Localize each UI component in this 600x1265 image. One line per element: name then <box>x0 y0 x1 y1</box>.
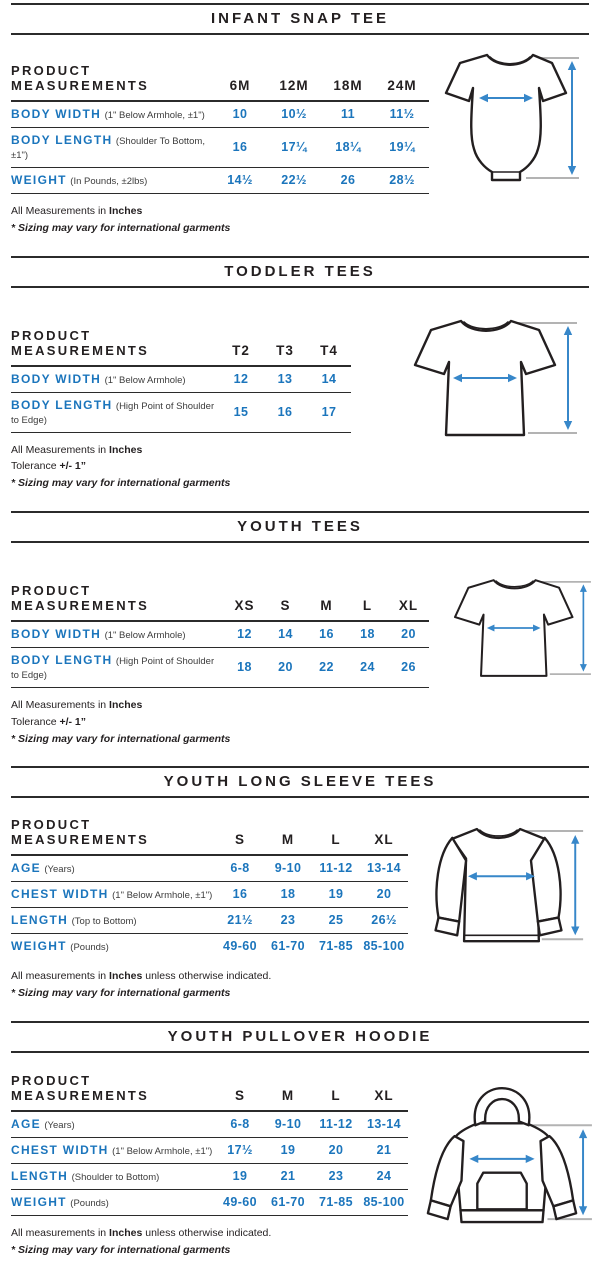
table-row <box>11 621 429 648</box>
column-header: PRODUCT MEASUREMENTS <box>11 327 150 358</box>
section-youth-long-sleeve-tees <box>11 766 589 1002</box>
column-header: T3 <box>276 342 294 358</box>
measurement-unit-note: All measurements in Inches unless otherwise indicated. <box>11 970 272 983</box>
section-title-bar <box>11 1021 589 1053</box>
row-label: CHEST WIDTH <box>11 1142 109 1157</box>
table-row <box>11 1137 408 1163</box>
table-row <box>11 366 351 393</box>
column-header: 24M <box>387 78 417 93</box>
size-table <box>11 57 429 194</box>
row-note: (High Point of Shoulder to Edge) <box>11 400 215 426</box>
column-header: PRODUCT MEASUREMENTS <box>11 582 150 613</box>
cell-value: 24 <box>360 659 375 674</box>
row-label: BODY LENGTH <box>11 397 113 412</box>
row-label: WEIGHT <box>11 173 67 187</box>
body-outline <box>452 829 544 941</box>
cell-value: 26½ <box>371 913 397 928</box>
cell-value: 11½ <box>389 107 415 121</box>
cell-value: 85-100 <box>363 1194 405 1209</box>
cell-value: 16 <box>232 887 248 902</box>
sizing-disclaimer: * Sizing may vary for international garments <box>11 732 231 745</box>
section-youth-pullover-hoodie <box>11 1021 589 1259</box>
cell-value: 28½ <box>389 173 415 187</box>
cell-value: 18 <box>280 887 296 902</box>
table-row <box>11 882 408 908</box>
row-note: (Pounds) <box>70 1197 109 1209</box>
cell-value: 16 <box>277 404 293 419</box>
hem-band <box>461 1210 544 1222</box>
cell-value: 20 <box>376 887 392 902</box>
cell-value: 17½ <box>227 1142 253 1157</box>
cell-value: 19¼ <box>389 140 415 154</box>
section-title: INFANT SNAP TEE <box>210 10 390 27</box>
cell-value: 9-10 <box>274 1116 302 1131</box>
measurement-unit-note: All Measurements in Inches <box>11 205 143 217</box>
table-row <box>11 647 429 687</box>
column-header: M <box>281 1087 295 1103</box>
row-note: (Pounds) <box>70 942 109 954</box>
hood-outline <box>475 1088 530 1125</box>
cell-value: 26 <box>340 173 356 187</box>
section-title-bar <box>11 511 589 543</box>
row-note: (1" Below Armhole) <box>104 374 186 386</box>
row-note: (1" Below Armhole, ±1") <box>112 1145 213 1157</box>
cell-value: 6-8 <box>230 861 250 876</box>
sizing-disclaimer: * Sizing may vary for international garments <box>11 477 231 490</box>
column-header: PRODUCT MEASUREMENTS <box>11 63 150 93</box>
column-header: S <box>234 832 245 848</box>
table-row <box>11 908 408 934</box>
row-label: BODY WIDTH <box>11 107 102 121</box>
size-table <box>11 1067 408 1216</box>
cell-value: 13-14 <box>367 1116 401 1131</box>
table-header-row <box>11 1067 408 1111</box>
cell-value: 16 <box>232 140 248 154</box>
cell-value: 14½ <box>227 173 253 187</box>
column-header: T4 <box>320 342 338 358</box>
tolerance-note: Tolerance +/- 1” <box>11 460 87 473</box>
column-header: XL <box>374 1087 394 1103</box>
column-header: XS <box>234 597 255 613</box>
column-header: L <box>331 832 341 848</box>
row-note: (In Pounds, ±2lbs) <box>70 176 148 187</box>
long-sleeve-tee-illustration <box>408 813 590 973</box>
table-row <box>11 128 429 168</box>
section-title-bar <box>11 3 589 35</box>
table-header-row <box>11 577 429 621</box>
cell-value: 6-8 <box>230 1116 250 1131</box>
row-note: (1" Below Armhole) <box>104 629 186 641</box>
row-label: BODY LENGTH <box>11 133 113 147</box>
cell-value: 61-70 <box>271 939 305 954</box>
size-table <box>11 811 408 959</box>
row-note: (Years) <box>44 1119 75 1131</box>
row-label: WEIGHT <box>11 1194 67 1209</box>
cell-value: 11-12 <box>319 1116 353 1131</box>
cell-value: 21 <box>376 1142 392 1157</box>
cell-value: 21 <box>280 1168 296 1183</box>
table-row <box>11 855 408 882</box>
length-arrow <box>579 1129 587 1215</box>
column-header: M <box>281 832 295 848</box>
cell-value: 11-12 <box>319 861 353 876</box>
length-arrow <box>571 835 579 935</box>
cell-value: 21½ <box>227 913 253 928</box>
row-label: BODY WIDTH <box>11 626 102 641</box>
row-label: AGE <box>11 1116 41 1131</box>
onesie-outline <box>446 55 566 180</box>
tee-illustration <box>384 308 589 448</box>
cell-value: 18 <box>237 659 252 674</box>
body-length-arrow <box>580 584 587 671</box>
row-note: (High Point of Shoulder to Edge) <box>11 655 215 681</box>
right-cuff <box>538 918 562 936</box>
cell-value: 19 <box>280 1142 296 1157</box>
row-note: (Years) <box>44 864 75 876</box>
cell-value: 13-14 <box>367 861 401 876</box>
section-toddler-tees <box>11 256 589 492</box>
cell-value: 15 <box>233 404 249 419</box>
sizing-disclaimer: * Sizing may vary for international garments <box>11 221 231 234</box>
row-label: LENGTH <box>11 913 69 928</box>
cell-value: 14 <box>278 626 293 641</box>
footnotes <box>11 968 408 1002</box>
column-header: XL <box>398 597 419 613</box>
cell-value: 22 <box>319 659 334 674</box>
cell-value: 12 <box>233 371 249 386</box>
tee-illustration <box>429 569 600 687</box>
row-label: LENGTH <box>11 1168 69 1183</box>
cell-value: 19 <box>328 887 344 902</box>
cell-value: 23 <box>328 1168 344 1183</box>
table-row <box>11 168 429 194</box>
cell-value: 24 <box>376 1168 392 1183</box>
column-header: S <box>280 597 291 613</box>
pullover-hoodie-illustration <box>408 1064 598 1232</box>
measurement-unit-note: All Measurements in Inches <box>11 698 143 711</box>
section-title: YOUTH TEES <box>237 517 363 535</box>
cell-value: 20 <box>401 626 416 641</box>
infant-onesie-illustration <box>433 41 585 191</box>
row-label: AGE <box>11 861 41 876</box>
table-header-row <box>11 811 408 855</box>
cell-value: 22½ <box>281 173 307 187</box>
section-infant-snap-tee <box>11 3 589 237</box>
cell-value: 17¼ <box>281 140 307 154</box>
cell-value: 71-85 <box>319 939 353 954</box>
size-table <box>11 577 429 688</box>
footnotes <box>11 697 429 747</box>
tolerance-note: Tolerance +/- 1” <box>11 715 87 728</box>
cell-value: 18 <box>360 626 375 641</box>
footnotes <box>11 203 429 237</box>
section-title: YOUTH PULLOVER HOODIE <box>167 1027 433 1045</box>
cell-value: 23 <box>280 913 296 928</box>
section-title-bar <box>11 256 589 288</box>
row-note: (Shoulder To Bottom, ±1") <box>11 136 205 161</box>
cell-value: 85-100 <box>363 939 405 954</box>
cell-value: 18¼ <box>335 140 361 154</box>
cell-value: 9-10 <box>274 861 302 876</box>
table-row <box>11 934 408 960</box>
cell-value: 19 <box>232 1168 248 1183</box>
table-header-row <box>11 322 351 366</box>
footnotes <box>11 1225 408 1259</box>
row-label: CHEST WIDTH <box>11 887 109 902</box>
row-note: (1" Below Armhole, ±1") <box>104 110 205 121</box>
cell-value: 20 <box>278 659 293 674</box>
column-header: S <box>234 1087 245 1103</box>
table-row <box>11 1163 408 1189</box>
cell-value: 10½ <box>281 107 307 121</box>
cell-value: 61-70 <box>271 1194 305 1209</box>
body-length-arrow <box>568 61 576 175</box>
section-title: TODDLER TEES <box>224 262 376 280</box>
section-title: YOUTH LONG SLEEVE TEES <box>163 773 437 791</box>
column-header: T2 <box>232 342 250 358</box>
column-header: L <box>362 597 373 613</box>
body-length-arrow <box>564 326 572 430</box>
cell-value: 26 <box>401 659 416 674</box>
cell-value: 14 <box>321 371 337 386</box>
size-table <box>11 322 351 433</box>
row-label: BODY WIDTH <box>11 371 102 386</box>
cell-value: 11 <box>340 107 355 121</box>
cell-value: 17 <box>321 404 337 419</box>
measurement-unit-note: All measurements in Inches unless otherwise indicated. <box>11 1226 272 1239</box>
column-header: L <box>331 1087 341 1103</box>
row-note: (Shoulder to Bottom) <box>71 1171 160 1183</box>
left-cuff <box>436 918 460 936</box>
section-title-bar <box>11 766 589 798</box>
table-row <box>11 1189 408 1215</box>
column-header: XL <box>374 832 394 848</box>
row-label: WEIGHT <box>11 939 67 954</box>
cell-value: 13 <box>277 371 293 386</box>
footnotes <box>11 442 351 492</box>
column-header: 12M <box>279 78 309 93</box>
table-header-row <box>11 57 429 101</box>
column-header: 18M <box>333 78 363 93</box>
column-header: PRODUCT MEASUREMENTS <box>11 1072 150 1103</box>
measurement-unit-note: All Measurements in Inches <box>11 443 143 456</box>
sizing-disclaimer: * Sizing may vary for international garments <box>11 1243 231 1256</box>
kangaroo-pocket <box>477 1173 526 1210</box>
column-header: M <box>320 597 333 613</box>
cell-value: 16 <box>319 626 334 641</box>
section-youth-tees <box>11 511 589 747</box>
column-header: PRODUCT MEASUREMENTS <box>11 817 150 848</box>
row-note: (1" Below Armhole, ±1") <box>112 890 213 902</box>
cell-value: 10 <box>232 107 248 121</box>
cell-value: 49-60 <box>223 939 257 954</box>
row-label: BODY LENGTH <box>11 652 113 667</box>
table-row <box>11 1111 408 1138</box>
table-row <box>11 101 429 128</box>
sizing-disclaimer: * Sizing may vary for international garments <box>11 987 231 1000</box>
cell-value: 71-85 <box>319 1194 353 1209</box>
table-row <box>11 392 351 432</box>
row-note: (Top to Bottom) <box>71 916 137 928</box>
cell-value: 12 <box>237 626 252 641</box>
cell-value: 25 <box>328 913 344 928</box>
column-header: 6M <box>229 78 251 93</box>
cell-value: 20 <box>328 1142 344 1157</box>
cell-value: 49-60 <box>223 1194 257 1209</box>
